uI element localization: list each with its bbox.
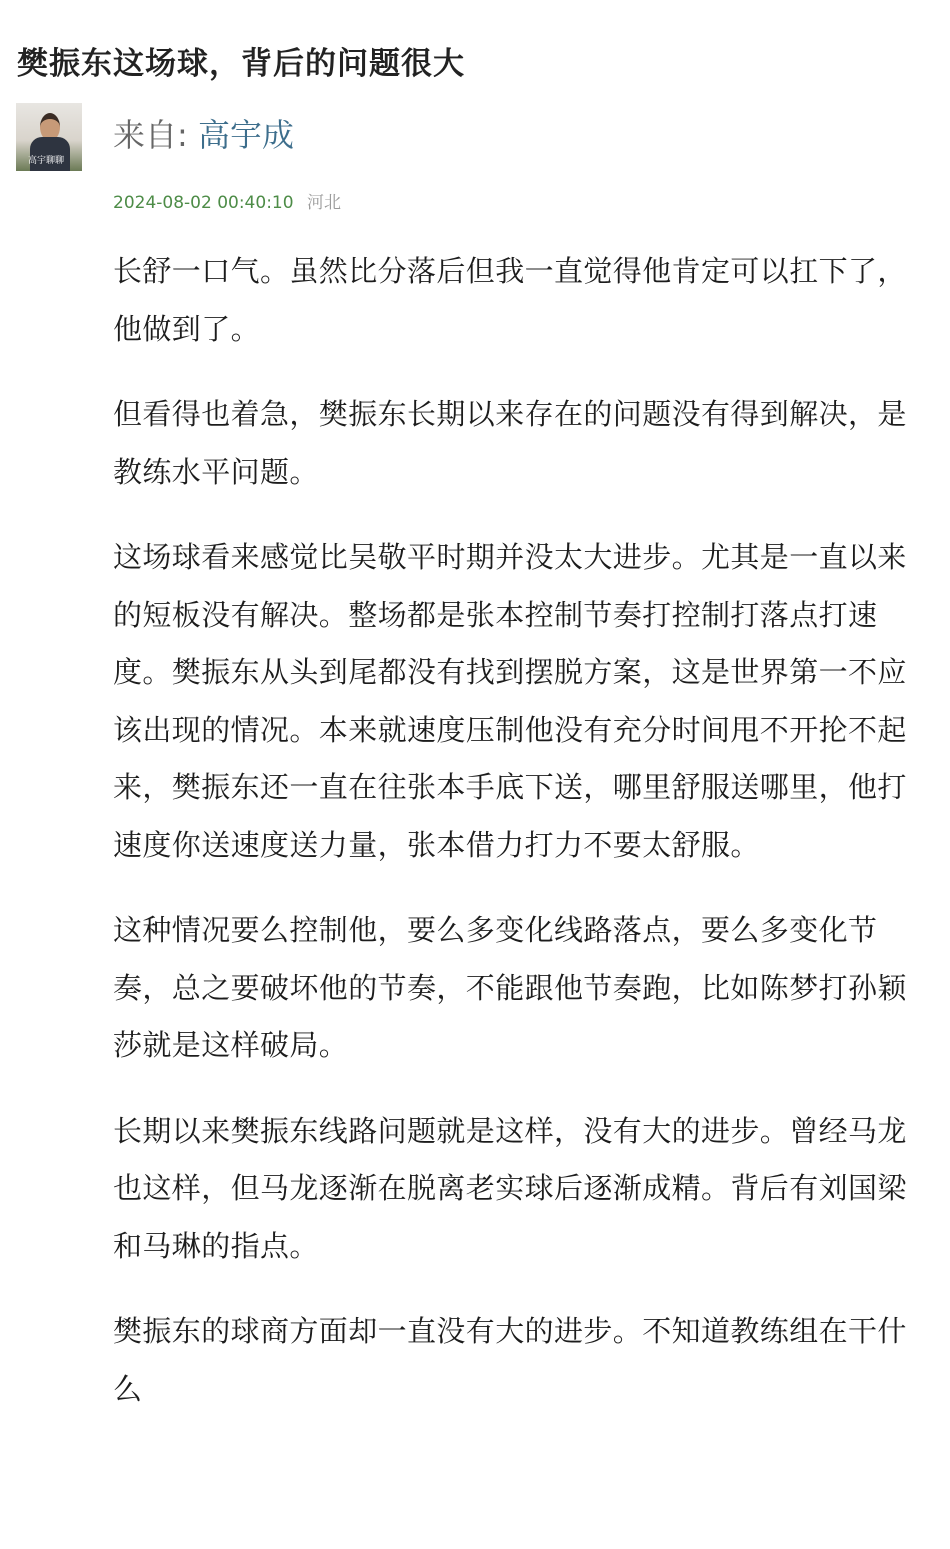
post-location: 河北 bbox=[306, 193, 341, 213]
post-paragraph-4: 这种情况要么控制他，要么多变化线路落点，要么多变化节奏，总之要破坏他的节奏，不能跟他节奏跑，比如陈梦打孙颖莎就是这样破局。 bbox=[113, 913, 907, 1062]
post-paragraph-3: 这场球看来感觉比吴敬平时期并没太大进步。尤其是一直以来的短板没有解决。整场都是张本控制节奏打控制打落点打速度。樊振东从头到尾都没有找到摆脱方案，这是世界第一不应该出现的情况。本来就速度压制他没有充分时间甩不开抡不起来，樊振东还一直在往张本手底下送，哪里舒服送哪里，他打速度你送速度送力量，张本借力打力不要太舒服。 bbox=[113, 540, 907, 862]
post-title: 樊振东这场球，背后的问题很大 bbox=[17, 46, 465, 82]
avatar-caption: 高宇聊聊 bbox=[28, 156, 65, 166]
post-paragraph-5: 长期以来樊振东线路问题就是这样，没有大的进步。曾经马龙也这样，但马龙逐渐在脱离老实球后逐渐成精。背后有刘国梁和马琳的指点。 bbox=[113, 1113, 907, 1263]
author-line bbox=[113, 112, 294, 158]
post-paragraph-6: 樊振东的球商方面却一直没有大的进步。不知道教练组在干什么 bbox=[113, 1314, 907, 1406]
post-paragraph-2: 但看得也着急，樊振东长期以来存在的问题没有得到解决，是教练水平问题。 bbox=[113, 397, 907, 489]
post-paragraph-1: 长舒一口气。虽然比分落后但我一直觉得他肯定可以扛下了，他做到了。 bbox=[113, 254, 907, 346]
post-timestamp: 2024-08-02 00:40:10 bbox=[113, 193, 294, 213]
post-body bbox=[113, 243, 918, 1418]
author-avatar[interactable] bbox=[16, 103, 82, 171]
author-prefix-label: 来自: bbox=[113, 116, 188, 154]
author-name-link[interactable]: 高宇成 bbox=[197, 116, 294, 154]
post-meta bbox=[113, 190, 341, 216]
